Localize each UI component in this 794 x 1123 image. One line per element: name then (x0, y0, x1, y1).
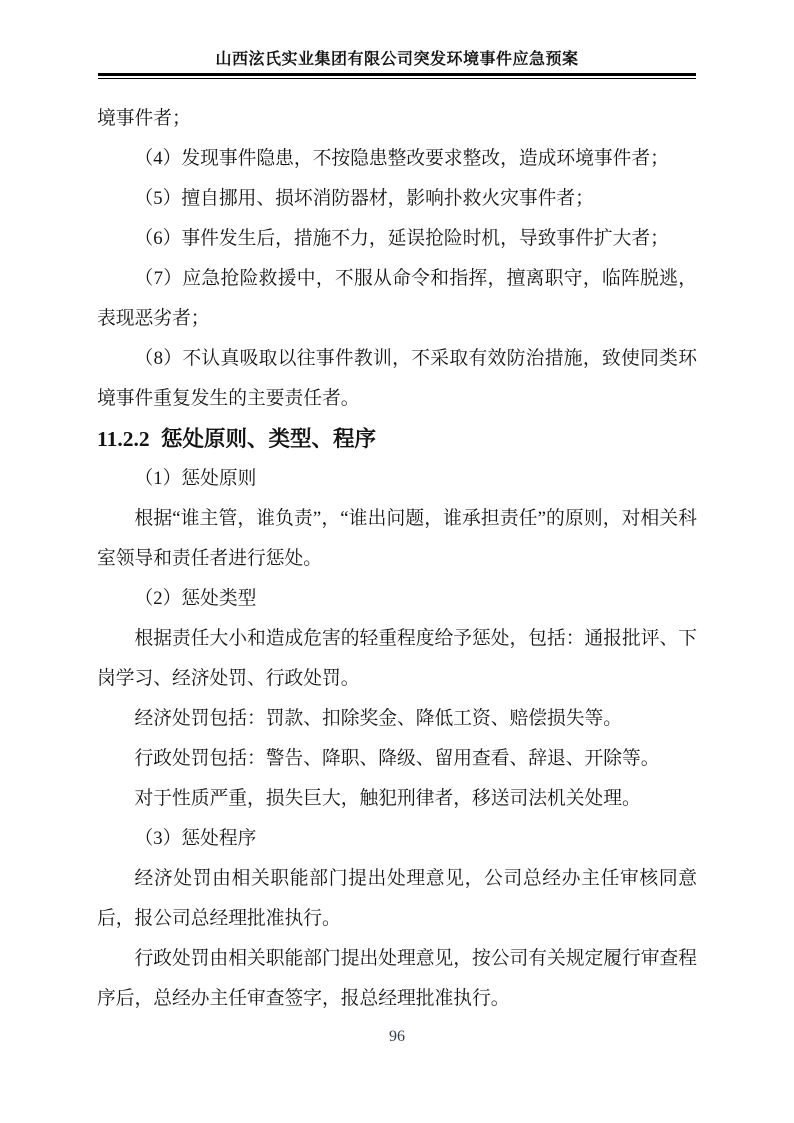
header-title: 山西泫氏实业集团有限公司突发环境事件应急预案 (215, 51, 579, 68)
paragraph: （1）惩处原则 (134, 468, 257, 489)
header-rule (98, 73, 696, 79)
page-number: 96 (389, 1028, 405, 1045)
paragraph: （5）擅自挪用、损坏消防器材，影响扑救火灾事件者； (134, 188, 594, 209)
document-body (97, 99, 697, 1019)
paragraph: 根据责任大小和造成危害的轻重程度给予惩处，包括：通报批评、下岗学习、经济处罚、行政处罚。 (97, 628, 697, 689)
section-heading: 11.2.2 惩处原则、类型、程序 (97, 427, 376, 451)
paragraph: 行政处罚包括：警告、降职、降级、留用查看、辞退、开除等。 (134, 748, 660, 769)
paragraph: 境事件者； (97, 108, 191, 129)
paragraph: （8）不认真吸取以往事件教训，不采取有效防治措施，致使同类环境事件重复发生的主要责任者。 (97, 348, 697, 409)
paragraph: 经济处罚由相关职能部门提出处理意见，公司总经办主任审核同意后，报公司总经理批准执行。 (97, 868, 697, 929)
paragraph: （6）事件发生后，措施不力，延误抢险时机，导致事件扩大者； (134, 228, 669, 249)
page-header (98, 0, 696, 79)
paragraph: 经济处罚包括：罚款、扣除奖金、降低工资、赔偿损失等。 (134, 708, 622, 729)
paragraph: 行政处罚由相关职能部门提出处理意见，按公司有关规定履行审查程序后，总经办主任审查签字，报总经理批准执行。 (97, 948, 697, 1009)
paragraph: （4）发现事件隐患，不按隐患整改要求整改，造成环境事件者； (134, 148, 669, 169)
paragraph: 根据“谁主管，谁负责”，“谁出问题，谁承担责任”的原则，对相关科室领导和责任者进行惩处。 (97, 508, 697, 569)
paragraph: （2）惩处类型 (134, 588, 257, 609)
page-footer (0, 1026, 794, 1048)
paragraph: （3）惩处程序 (134, 828, 257, 849)
paragraph: 对于性质严重，损失巨大，触犯刑律者，移送司法机关处理。 (134, 788, 641, 809)
paragraph: （7）应急抢险救援中，不服从命令和指挥，擅离职守，临阵脱逃，表现恶劣者； (97, 268, 697, 329)
